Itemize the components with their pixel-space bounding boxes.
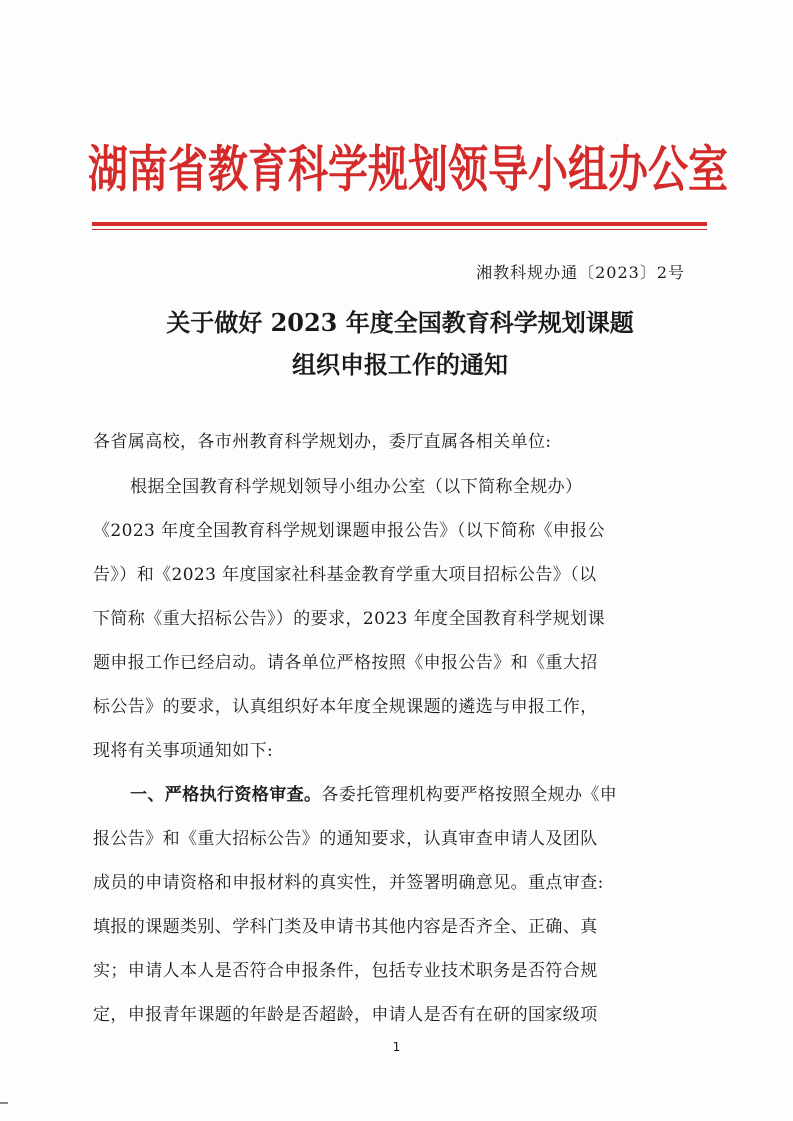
section-1-line: 填报的课题类别、学科门类及申请书其他内容是否齐全、正确、真 <box>93 917 598 937</box>
paragraph-1-line: 题申报工作已经启动。请各单位严格按照《申报公告》和《重大招 <box>93 653 598 673</box>
document-title-line-2: 组织申报工作的通知 <box>292 350 508 379</box>
scan-artifact <box>0 1102 8 1104</box>
paragraph-1-line: 标公告》的要求，认真组织好本年度全规课题的遴选与申报工作， <box>93 697 598 717</box>
issuing-office-header: 湖南省教育科学规划领导小组办公室 <box>88 141 728 199</box>
section-1-line: 实；申请人本人是否符合申报条件，包括专业技术职务是否符合规 <box>93 961 598 981</box>
red-divider-thin <box>92 229 707 230</box>
paragraph-1-line: 告》）和《2023 年度国家社科基金教育学重大项目招标公告》（以 <box>93 565 597 585</box>
section-1-line: 成员的申请资格和申报材料的真实性，并签署明确意见。重点审查: <box>93 873 604 893</box>
red-divider-thick <box>92 222 707 226</box>
paragraph-1-line: 下简称《重大招标公告》）的要求，2023 年度全国教育科学规划课 <box>93 609 605 629</box>
section-1-first-line <box>130 784 750 806</box>
section-1-line: 报公告》和《重大招标公告》的通知要求，认真审查申请人及团队 <box>93 829 598 849</box>
paragraph-1-line: 现将有关事项通知如下: <box>93 741 274 761</box>
section-1-heading: 一、严格执行资格审查。 <box>130 785 322 805</box>
document-title-line-1: 关于做好 2023 年度全国教育科学规划课题 <box>166 308 634 337</box>
page-number: 1 <box>392 1040 401 1054</box>
paragraph-1-line: 《2023 年度全国教育科学规划课题申报公告》（以下简称《申报公 <box>93 521 605 541</box>
addressee: 各省属高校，各市州教育科学规划办，委厅直属各相关单位: <box>93 432 552 452</box>
section-1-line: 定，申报青年课题的年龄是否超龄，申请人是否有在研的国家级项 <box>93 1005 598 1025</box>
paragraph-1-line: 根据全国教育科学规划领导小组办公室（以下简称全规办） <box>130 477 583 497</box>
document-number: 湘教科规办通〔2023〕2号 <box>476 263 685 282</box>
section-1-first-line-text: 各委托管理机构要严格按照全规办《申 <box>321 785 618 805</box>
